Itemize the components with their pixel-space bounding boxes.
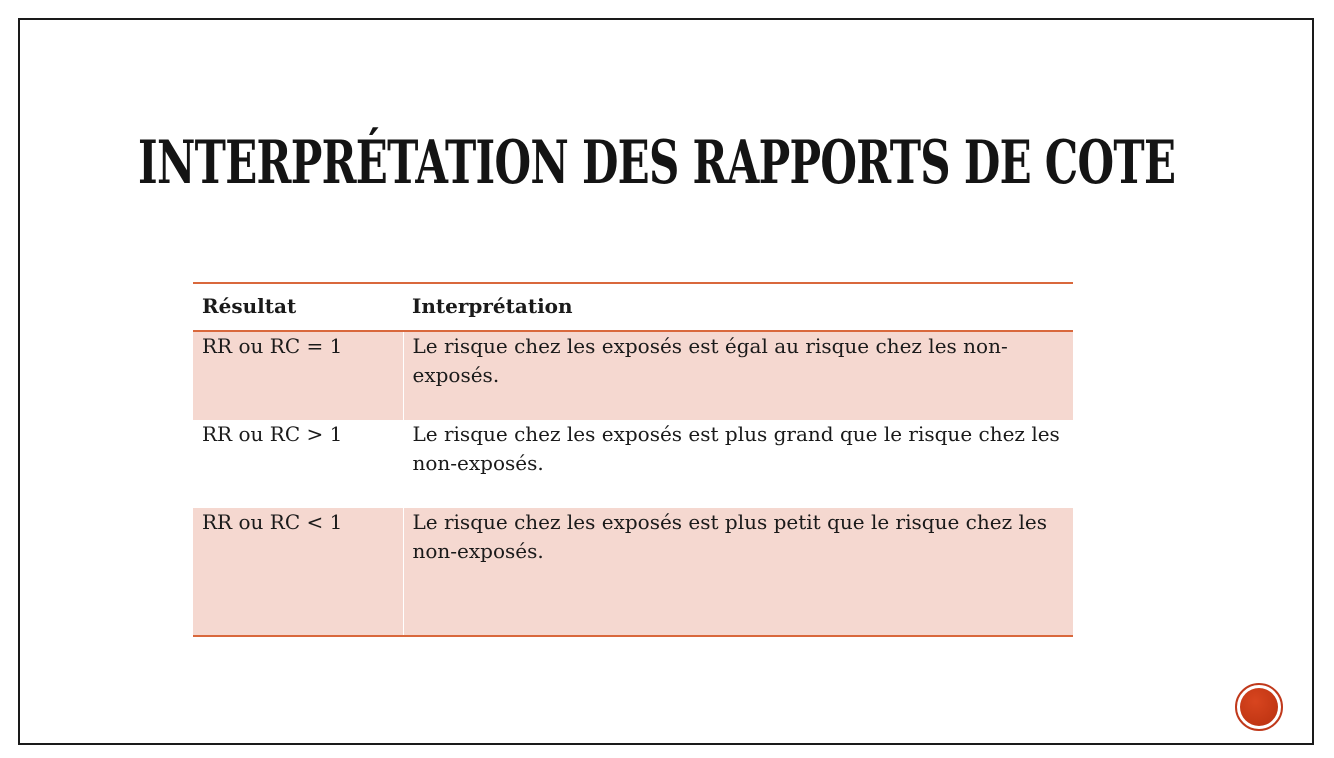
interpretation-cell: Le risque chez les exposés est plus grand que le risque chez les non-exposés. — [412, 422, 1060, 475]
header-interpretation: Interprétation — [412, 294, 573, 318]
header-result: Résultat — [202, 294, 297, 318]
table-header-row — [193, 283, 1073, 331]
interpretation-cell: Le risque chez les exposés est égal au risque chez les non-exposés. — [412, 334, 1008, 387]
result-cell: RR ou RC = 1 — [193, 331, 403, 420]
slide-nav-button[interactable] — [1235, 683, 1283, 731]
table-row — [193, 331, 1073, 420]
interpretation-table — [193, 282, 1073, 637]
result-cell: RR ou RC > 1 — [193, 420, 403, 508]
table-row — [193, 508, 1073, 636]
table-row — [193, 420, 1073, 508]
result-cell: RR ou RC < 1 — [193, 508, 403, 636]
circle-button-icon — [1240, 688, 1278, 726]
slide-title: INTERPRÉTATION DES RAPPORTS DE COTE — [138, 128, 1176, 198]
interpretation-cell: Le risque chez les exposés est plus petit que le risque chez les non-exposés. — [412, 510, 1047, 563]
